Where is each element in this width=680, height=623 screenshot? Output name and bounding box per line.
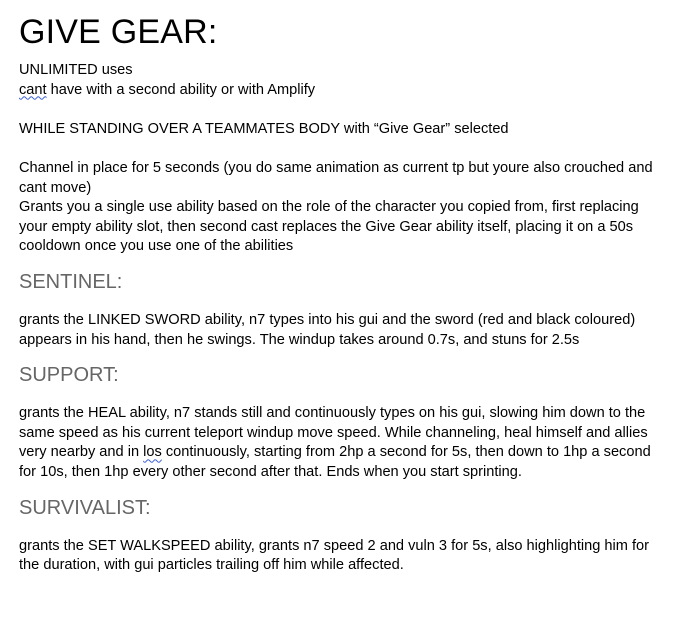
- survivalist-body: grants the SET WALKSPEED ability, grants n7 speed 2 and vuln 3 for 5s, also highlighting him for the duration, with gui particles trailing off him while affected.: [19, 537, 650, 574]
- channel-paragraph: Channel in place for 5 seconds (you do same animation as current tp but youre also crouched and cant move): [19, 159, 653, 196]
- section-heading-support: SUPPORT:: [19, 364, 119, 387]
- grants-paragraph: Grants you a single use ability based on the role of the character you copied from, first replacing your empty ability slot, then second cast replaces the Give Gear ability itself, placing it on a 50s cooldown once you use one of the abilities: [19, 199, 639, 255]
- sentinel-body: grants the LINKED SWORD ability, n7 types into his gui and the sword (red and black coloured) appears in his hand, then he swings. The windup takes around 0.7s, and stuns for 2.5s: [19, 311, 636, 348]
- support-body: [19, 404, 659, 482]
- spellcheck-word-los: los: [143, 444, 162, 461]
- uses-line: UNLIMITED uses: [19, 62, 133, 78]
- support-body-post: continuously, starting from 2hp a second for 5s, then down to 1hp a second for 10s, then 1hp every other second after that. Ends when you start sprinting.: [19, 444, 651, 480]
- blank-line: [19, 139, 659, 159]
- section-heading-sentinel: SENTINEL:: [19, 270, 123, 293]
- doc-title: GIVE GEAR:: [19, 13, 218, 51]
- section-heading-survivalist: SURVIVALIST:: [19, 496, 151, 519]
- blank-line: [19, 100, 659, 120]
- document-page: [19, 10, 659, 576]
- spellcheck-word-cant: cant: [19, 81, 47, 98]
- condition-line: WHILE STANDING OVER A TEAMMATES BODY with “Give Gear” selected: [19, 120, 509, 137]
- restriction-line: [19, 81, 659, 101]
- restriction-rest: have with a second ability or with Amplify: [46, 81, 316, 98]
- support-body-pre: grants the HEAL ability, n7 stands still and continuously types on his gui, slowing him down to the same speed as his current teleport windup move speed. While channeling, heal himself and allies very nearby and in: [19, 405, 648, 461]
